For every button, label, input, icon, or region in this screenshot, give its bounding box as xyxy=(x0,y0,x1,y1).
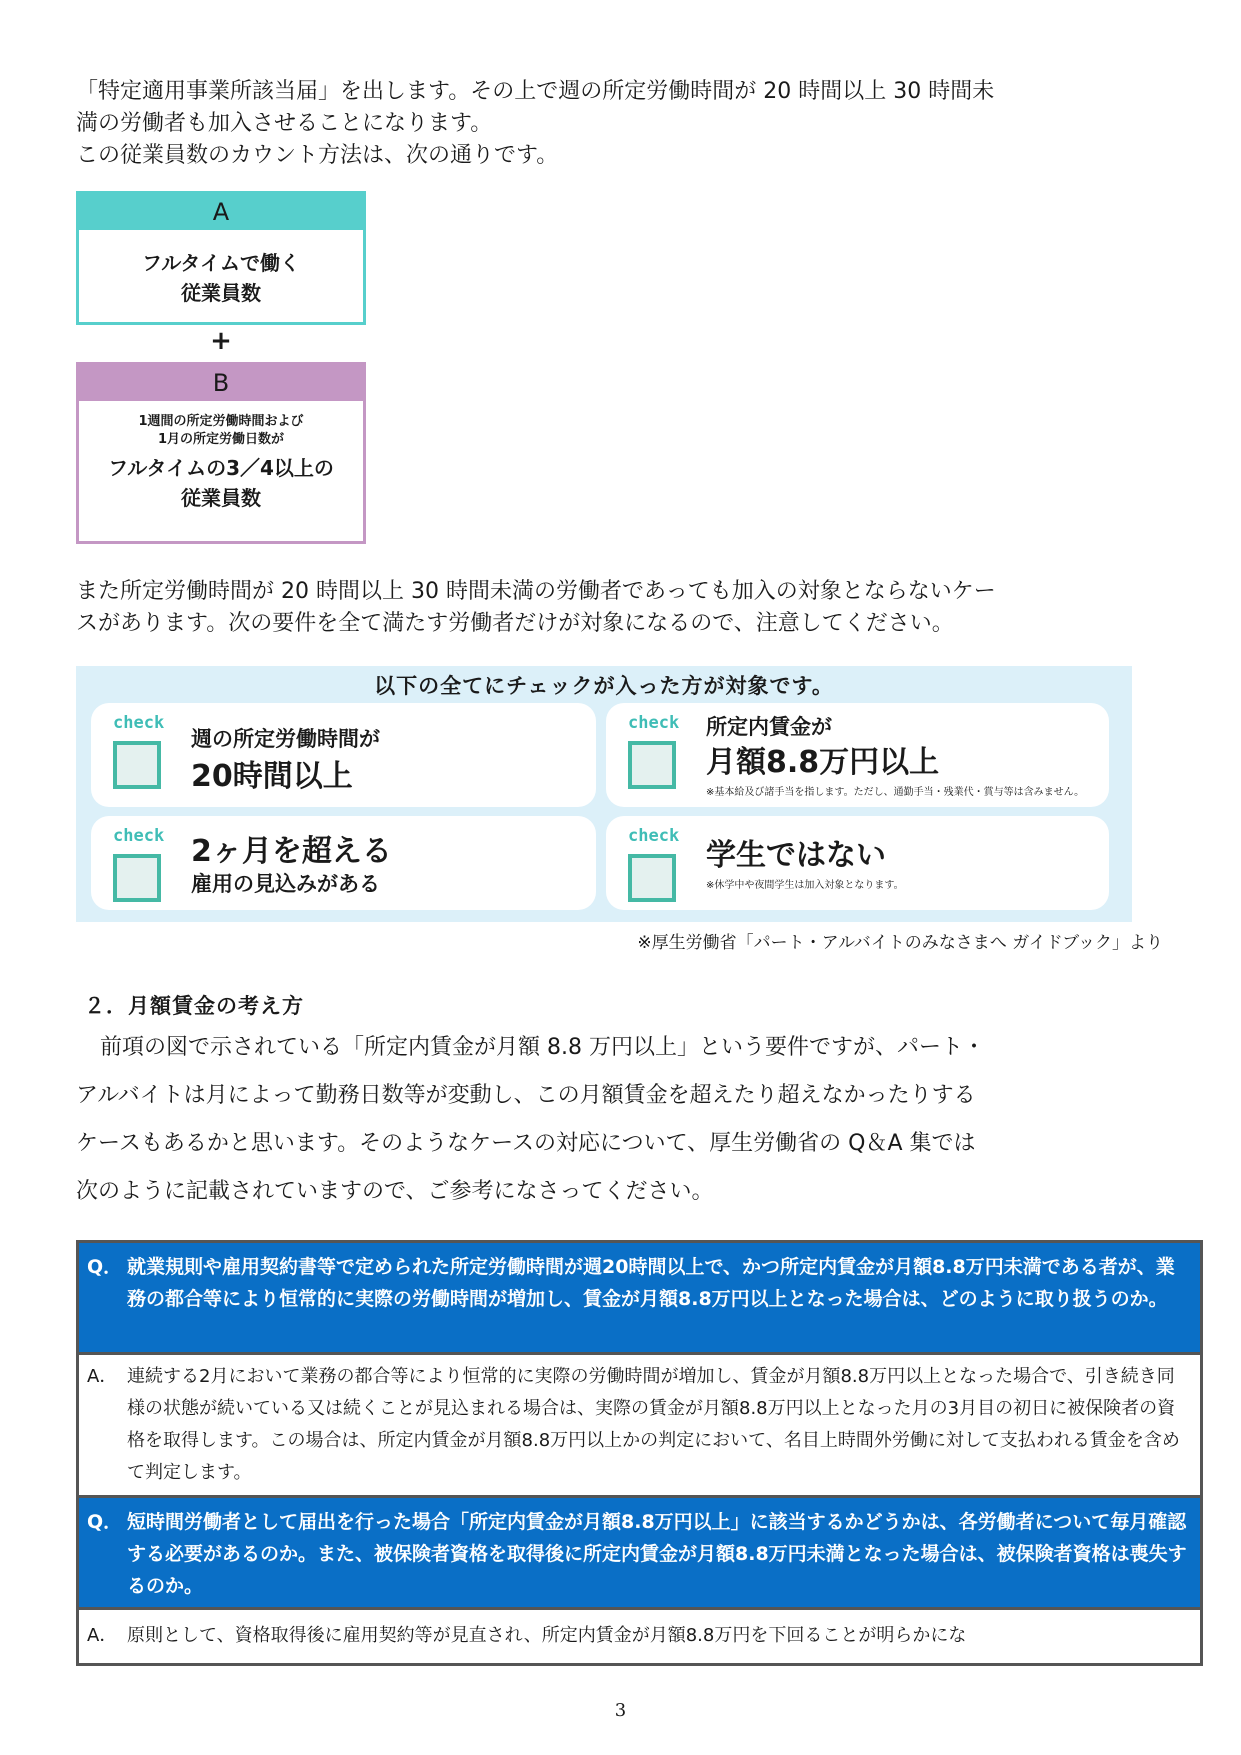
check-label: check xyxy=(113,713,165,733)
check-card-line: 所定内賃金が xyxy=(706,715,832,739)
qa-mark: Q． xyxy=(87,1511,123,1533)
qa-text: 原則として、資格取得後に雇用契約等が見直され、所定内賃金が月額8.8万円を下回ることが明らかにな xyxy=(127,1625,967,1646)
box-b-big-line: 従業員数 xyxy=(181,486,261,510)
box-b-label: B xyxy=(79,365,363,401)
plus-sign: + xyxy=(210,326,232,356)
box-a-label: A xyxy=(79,194,363,230)
qa-text: 短時間労働者として届出を行った場合「所定内賃金が月額8.8万円以上」に該当するかどうかは、各労働者について毎月確認する必要があるのか。また、被保険者資格を取得後に所定内賃金が月額8.8万円未満となった場合は、被保険者資格は喪失するのか。 xyxy=(127,1511,1187,1597)
box-b-big-line: フルタイムの3／4以上の xyxy=(108,456,334,480)
qa-text: 連続する2月において業務の都合等により恒常的に実際の労働時間が増加し、賃金が月額8.8万円以上となった場合で、引き続き同様の状態が続いている又は続くことが見込まれる場合は、実際の賃金が月額8.8万円以上となった月の3月目の初日に被保険者の資格を取得します。この場合は、所定内賃金が月額8.8万円以上かの判定において、名目上時間外労働に対して支払われる賃金を含めて判定します。 xyxy=(127,1366,1180,1483)
mid-line: スがあります。次の要件を全て満たす労働者だけが対象になるので、注意してください。 xyxy=(76,611,954,636)
intro-line: 「特定適用事業所該当届」を出します。その上で週の所定労働時間が 20 時間以上 30 時間未 xyxy=(76,79,995,104)
formula-box-a xyxy=(76,191,366,325)
box-b-small-line: 1月の所定労働日数が xyxy=(157,432,285,447)
checkbox-icon xyxy=(113,854,161,902)
qa-mark: A． xyxy=(87,1625,118,1646)
check-card-student xyxy=(606,816,1109,910)
section-body xyxy=(76,1024,1166,1216)
check-card-line: 雇用の見込みがある xyxy=(191,872,380,896)
check-card-note: ※基本給及び諸手当を指します。ただし、通勤手当・残業代・賞与等は含みません。 xyxy=(706,787,1085,798)
qa-table xyxy=(76,1240,1203,1666)
check-panel-title: 以下の全てにチェックが入った方が対象です。 xyxy=(374,674,834,698)
check-card-line: 週の所定労働時間が xyxy=(191,727,380,751)
check-label: check xyxy=(628,713,680,733)
section-line: 前項の図で示されている「所定内賃金が月額 8.8 万円以上」という要件ですが、パート・ xyxy=(100,1035,985,1060)
checkbox-icon xyxy=(628,741,676,789)
qa-question-row xyxy=(79,1498,1200,1610)
intro-paragraph xyxy=(76,76,1166,172)
qa-mark: Q． xyxy=(87,1256,123,1278)
check-card-line: 学生ではない xyxy=(706,838,886,873)
source-citation: ※厚生労働省「パート・アルバイトのみなさまへ ガイドブック」より xyxy=(637,933,1163,953)
box-b-small-line: 1週間の所定労働時間および xyxy=(138,414,304,429)
section-line: アルバイトは月によって勤務日数等が変動し、この月額賃金を超えたり超えなかったりする xyxy=(76,1083,976,1108)
mid-line: また所定労働時間が 20 時間以上 30 時間未満の労働者であっても加入の対象とならないケー xyxy=(76,579,996,604)
check-card-note: ※休学中や夜間学生は加入対象となります。 xyxy=(706,880,904,891)
checkbox-icon xyxy=(628,854,676,902)
section-line: ケースもあるかと思います。そのようなケースの対応について、厚生労働省の Q＆A 集では xyxy=(76,1131,976,1156)
qa-answer-row xyxy=(79,1355,1200,1498)
check-card-wage xyxy=(606,703,1109,807)
formula-box-b xyxy=(76,362,366,544)
check-card-line: 20時間以上 xyxy=(191,759,353,794)
qa-mark: A． xyxy=(87,1366,118,1387)
box-b-body xyxy=(79,401,363,513)
check-card-working-hours xyxy=(91,703,596,807)
section-line: 次のように記載されていますので、ご参考になさってください。 xyxy=(76,1179,714,1204)
check-panel xyxy=(76,666,1132,922)
checkbox-icon xyxy=(113,741,161,789)
check-label: check xyxy=(628,826,680,846)
check-label: check xyxy=(113,826,165,846)
qa-answer-row xyxy=(79,1610,1200,1663)
intro-line: 満の労働者も加入させることになります。 xyxy=(76,111,493,136)
check-card-line: 2ヶ月を超える xyxy=(191,834,392,869)
page-number: 3 xyxy=(614,1700,627,1721)
qa-question-row xyxy=(79,1243,1200,1355)
middle-paragraph xyxy=(76,576,1166,640)
box-a-body xyxy=(79,230,363,308)
intro-line: この従業員数のカウント方法は、次の通りです。 xyxy=(76,143,559,168)
check-card-line: 月額8.8万円以上 xyxy=(706,745,940,780)
qa-text: 就業規則や雇用契約書等で定められた所定労働時間が週20時間以上で、かつ所定内賃金が月額8.8万円未満である者が、業務の都合等により恒常的に実際の労働時間が増加し、賃金が月額8.8万円以上となった場合は、どのように取り扱うのか。 xyxy=(127,1256,1175,1310)
section-heading: ２．月額賃金の考え方 xyxy=(84,994,304,1018)
box-a-line: 従業員数 xyxy=(181,281,261,305)
box-a-line: フルタイムで働く xyxy=(142,251,300,275)
check-card-employment xyxy=(91,816,596,910)
